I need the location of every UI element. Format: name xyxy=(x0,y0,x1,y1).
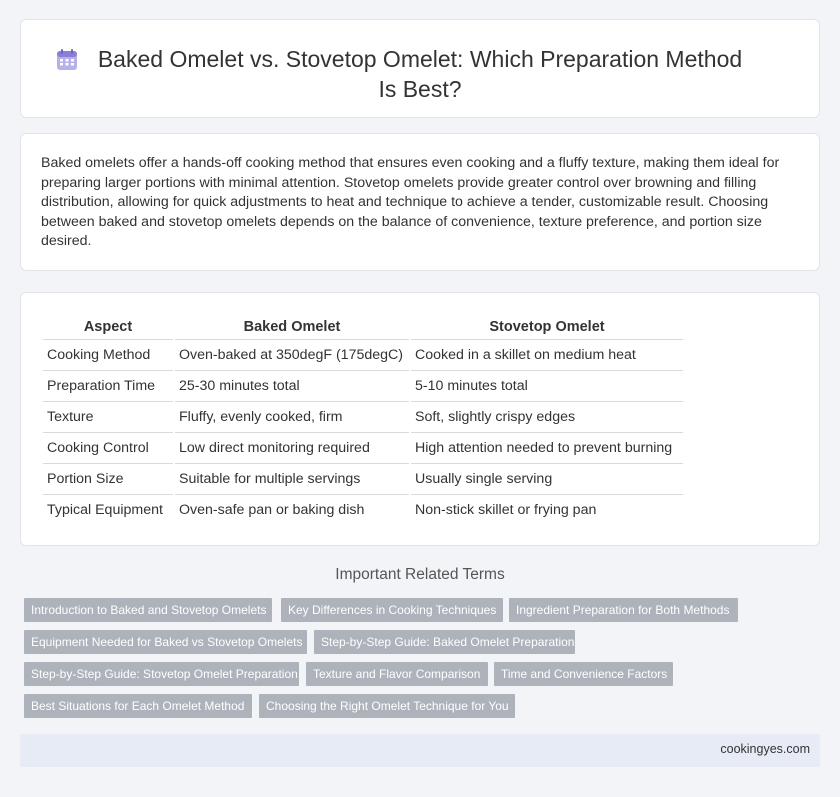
table-cell: Preparation Time xyxy=(43,371,173,402)
related-term-tag[interactable]: Introduction to Baked and Stovetop Omelets xyxy=(24,598,272,622)
related-term-tag[interactable]: Texture and Flavor Comparison xyxy=(306,662,488,686)
table-cell: Texture xyxy=(43,402,173,433)
page-title-text: Baked Omelet vs. Stovetop Omelet: Which Preparation Method Is Best? xyxy=(97,46,743,102)
comparison-table xyxy=(41,315,685,525)
table-row xyxy=(43,464,683,495)
column-header: Stovetop Omelet xyxy=(411,315,683,340)
table-cell: Suitable for multiple servings xyxy=(175,464,409,495)
related-term-tag[interactable]: Ingredient Preparation for Both Methods xyxy=(509,598,738,622)
related-term-tag[interactable]: Equipment Needed for Baked vs Stovetop Omelets xyxy=(24,630,307,654)
table-row xyxy=(43,402,683,433)
column-header: Baked Omelet xyxy=(175,315,409,340)
table-cell: Usually single serving xyxy=(411,464,683,495)
header-card xyxy=(20,19,820,118)
table-cell: Oven-baked at 350degF (175degC) xyxy=(175,340,409,371)
table-header-row xyxy=(43,315,683,340)
table-cell: Cooked in a skillet on medium heat xyxy=(411,340,683,371)
table-cell: Typical Equipment xyxy=(47,502,163,518)
footer-site-link[interactable]: cookingyes.com xyxy=(720,742,810,756)
related-term-tag[interactable]: Step-by-Step Guide: Baked Omelet Preparation xyxy=(314,630,575,654)
table-cell: Fluffy, evenly cooked, firm xyxy=(175,402,409,433)
related-term-tag[interactable]: Step-by-Step Guide: Stovetop Omelet Preparation xyxy=(24,662,299,686)
footer xyxy=(20,734,820,767)
table-cell: Non-stick skillet or frying pan xyxy=(415,502,597,518)
intro-paragraph: Baked omelets offer a hands-off cooking method that ensures even cooking and a fluffy texture, making them ideal for preparing larger portions with minimal attention. Stovetop omelets provide greater control over browning and filling distribution, allowing for quick adjustments to heat and technique to achieve a tender, customizable result. Choosing between baked and stovetop omelets depends on the balance of convenience, texture preference, and portion size desired. xyxy=(41,155,780,250)
comparison-card xyxy=(20,292,820,546)
related-terms-heading: Important Related Terms xyxy=(335,566,505,583)
table-cell: 5-10 minutes total xyxy=(411,371,683,402)
table-row xyxy=(43,433,683,464)
column-header: Aspect xyxy=(43,315,173,340)
table-cell: Cooking Control xyxy=(43,433,173,464)
table-cell: High attention needed to prevent burning xyxy=(411,433,683,464)
table-cell: Soft, slightly crispy edges xyxy=(411,402,683,433)
table-cell: Low direct monitoring required xyxy=(175,433,409,464)
table-cell: Oven-safe pan or baking dish xyxy=(179,502,365,518)
related-term-tag[interactable]: Time and Convenience Factors xyxy=(494,662,673,686)
table-row xyxy=(43,340,683,371)
table-row xyxy=(43,371,683,402)
page-title xyxy=(21,44,819,104)
table-cell: Cooking Method xyxy=(43,340,173,371)
intro-card xyxy=(20,133,820,271)
table-cell: 25-30 minutes total xyxy=(175,371,409,402)
related-term-tag[interactable]: Best Situations for Each Omelet Method xyxy=(24,694,252,718)
table-cell: Portion Size xyxy=(43,464,173,495)
related-term-tag[interactable]: Choosing the Right Omelet Technique for You xyxy=(259,694,515,718)
related-term-tag[interactable]: Key Differences in Cooking Techniques xyxy=(281,598,503,622)
table-row xyxy=(43,495,683,525)
